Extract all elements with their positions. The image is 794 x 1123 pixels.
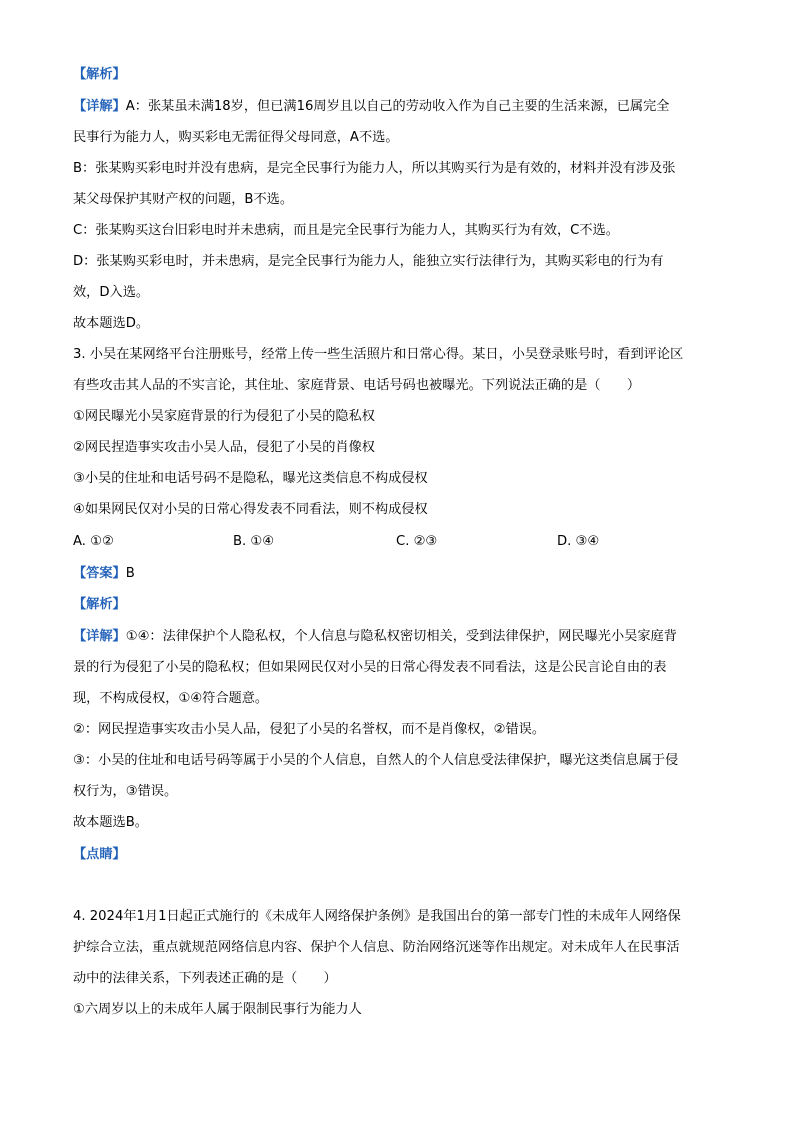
answer-value: B	[125, 566, 135, 581]
analysis-tag: 【解析】	[73, 597, 126, 612]
answer-line	[73, 564, 723, 584]
statement-item: ①网民曝光小吴家庭背景的行为侵犯了小吴的隐私权	[73, 409, 375, 424]
option-d-explanation: D：张某购买彩电时，并未患病，是完全民事行为能力人，能独立实行法律行为，其购买彩电的行为有	[73, 254, 664, 269]
statement-2-explanation: ②：网民捏造事实攻击小吴人品，侵犯了小吴的名誉权，而不是肖像权，②错误。	[73, 722, 546, 737]
statement-3-explanation: ③：小吴的住址和电话号码等属于小吴的个人信息，自然人的个人信息受法律保护，曝光这类信息属于侵	[73, 753, 679, 768]
detail-text-continued: 民事行为能力人，购买彩电无需征得父母同意，A不选。	[73, 130, 399, 145]
statement-item: ①六周岁以上的未成年人属于限制民事行为能力人	[73, 1002, 362, 1017]
detail-text: A：张某虽未满18岁，但已满16周岁且以自己的劳动收入作为自己主要的生活来源，已属完全	[125, 99, 670, 114]
detail-text-continued: 现，不构成侵权，①④符合题意。	[73, 691, 269, 706]
question-stem-continued: 动中的法律关系，下列表述正确的是（ ）	[73, 971, 337, 986]
question-stem: 4. 2024年1月1日起正式施行的《未成年人网络保护条例》是我国出台的第一部专门性的未成年人网络保	[73, 909, 681, 924]
analysis-heading	[73, 595, 723, 615]
detail-line	[73, 627, 723, 647]
conclusion: 故本题选D。	[73, 316, 150, 331]
statement-item: ②网民捏造事实攻击小吴人品，侵犯了小吴的肖像权	[73, 440, 375, 455]
option-c-explanation: C：张某购买这台旧彩电时并未患病，而且是完全民事行为能力人，其购买行为有效，C不选。	[73, 223, 619, 238]
question-stem: 3. 小吴在某网络平台注册账号，经常上传一些生活照片和日常心得。某日，小吴登录账号时，看到评论区	[73, 347, 684, 362]
option-d-explanation-continued: 效，D入选。	[73, 285, 150, 300]
question-stem-continued: 护综合立法，重点就规范网络信息内容、保护个人信息、防治网络沉迷等作出规定。对未成年人在民事活	[73, 940, 680, 955]
detail-line	[73, 97, 723, 117]
statement-item: ③小吴的住址和电话号码不是隐私，曝光这类信息不构成侵权	[73, 471, 428, 486]
option-b-explanation-continued: 某父母保护其财产权的问题，B不选。	[73, 192, 294, 207]
option-b-explanation: B：张某购买彩电时并没有患病，是完全民事行为能力人，所以其购买行为是有效的，材料并没有涉及张	[73, 161, 676, 176]
detail-tag: 【详解】	[73, 99, 126, 114]
analysis-tag: 【解析】	[73, 67, 126, 82]
highlight-heading	[73, 845, 723, 865]
analysis-heading	[73, 65, 723, 85]
question-stem-continued: 有些攻击其人品的不实言论，其住址、家庭背景、电话号码也被曝光。下列说法正确的是（ ）	[73, 378, 641, 393]
option-a: A. ①②	[73, 534, 114, 549]
option-c: C. ②③	[396, 534, 438, 549]
detail-tag: 【详解】	[73, 629, 126, 644]
answer-tag: 【答案】	[73, 566, 126, 581]
detail-text-continued: 景的行为侵犯了小吴的隐私权；但如果网民仅对小吴的日常心得发表不同看法，这是公民言论自由的表	[73, 660, 667, 675]
conclusion: 故本题选B。	[73, 815, 148, 830]
detail-text: ①④：法律保护个人隐私权，个人信息与隐私权密切相关，受到法律保护，网民曝光小吴家庭背	[125, 629, 677, 644]
statement-item: ④如果网民仅对小吴的日常心得发表不同看法，则不构成侵权	[73, 502, 428, 517]
statement-3-explanation-continued: 权行为，③错误。	[73, 784, 178, 799]
option-d: D. ③④	[557, 534, 600, 549]
highlight-tag: 【点睛】	[73, 847, 126, 862]
option-b: B. ①④	[233, 534, 275, 549]
